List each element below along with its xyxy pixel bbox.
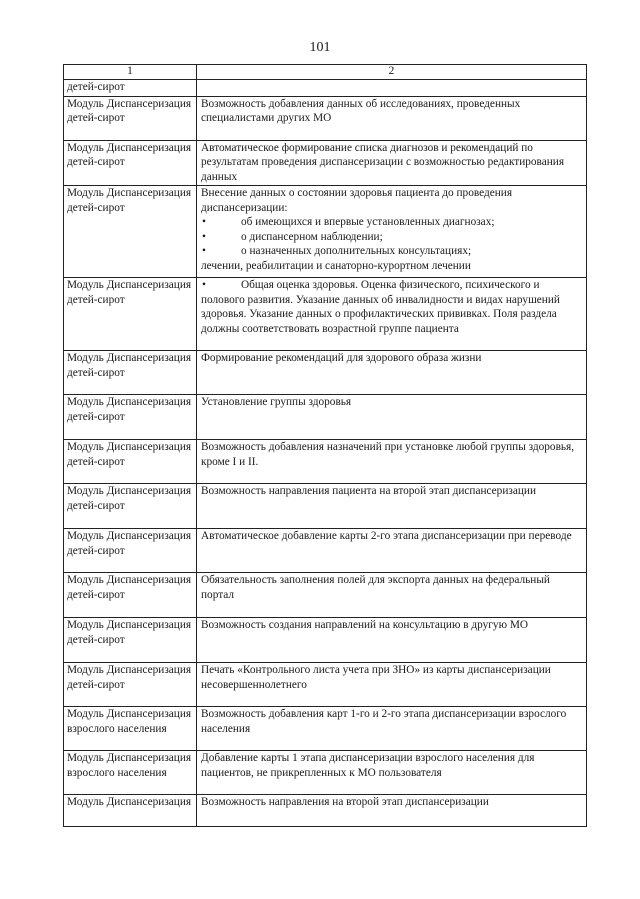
table-row [64,707,587,751]
column-header-1: 1 [64,65,197,80]
feature-cell [197,278,587,351]
bullet-item [201,230,583,245]
bullet-text: о назначенных дополнительных консультациях; [241,245,472,257]
cell-intro-text: Внесение данных о состоянии здоровья пациента до проведения диспансеризации: [201,187,513,214]
feature-cell: Печать «Контрольного листа учета при ЗНО» из карты диспансеризации несовершеннолетнего [197,663,587,707]
module-cell: детей-сирот [64,80,197,97]
bullet-text: о диспансерном наблюдении; [241,230,383,243]
feature-cell: Автоматическое добавление карты 2-го этапа диспансеризации при переводе [197,529,587,573]
module-cell: Модуль Диспансеризация детей-сирот [64,618,197,663]
feature-cell: Возможность направления на второй этап диспансеризации [197,795,587,827]
module-cell: Модуль Диспансеризация взрослого населения [64,707,197,751]
module-cell: Модуль Диспансеризация детей-сирот [64,440,197,484]
table-row [64,186,587,278]
column-header-2: 2 [197,65,587,80]
module-cell: Модуль Диспансеризация детей-сирот [64,395,197,440]
feature-cell: Возможность добавления назначений при установке любой группы здоровья, кроме I и II. [197,440,587,484]
feature-cell: Возможность направления пациента на второй этап диспансеризации [197,484,587,529]
module-cell: Модуль Диспансеризация детей-сирот [64,529,197,573]
feature-cell: Возможность создания направлений на консультацию в другую МО [197,618,587,663]
bullet-paragraph [201,278,583,336]
table-row [64,795,587,827]
table-row [64,351,587,395]
requirements-table [63,64,587,827]
module-cell: Модуль Диспансеризация детей-сирот [64,351,197,395]
bullet-item [201,215,583,230]
bullet-icon: • [202,245,206,257]
table-row [64,96,587,140]
table-row [64,529,587,573]
table-row [64,484,587,529]
feature-cell [197,80,587,97]
bullet-icon: • [202,216,206,228]
table-row [64,80,587,97]
module-cell: Модуль Диспансеризация детей-сирот [64,186,197,278]
bullet-text: об имеющихся и впервые установленных диагнозах; [241,216,495,228]
table-row [64,663,587,707]
module-cell: Модуль Диспансеризация детей-сирот [64,484,197,529]
feature-cell: Возможность добавления данных об исследованиях, проведенных специалистами других МО [197,96,587,140]
feature-cell: Автоматическое формирование списка диагнозов и рекомендаций по результатам проведения диспансеризации с возможностью редактирования данных [197,140,587,186]
table-row [64,440,587,484]
table-row [64,278,587,351]
table-row [64,395,587,440]
module-cell: Модуль Диспансеризация детей-сирот [64,96,197,140]
module-cell: Модуль Диспансеризация детей-сирот [64,278,197,351]
module-cell: Модуль Диспансеризация взрослого населения [64,751,197,795]
feature-cell [197,186,587,278]
module-cell: Модуль Диспансеризация [64,795,197,827]
table-row [64,751,587,795]
page-number: 101 [309,40,331,55]
bullet-paragraph-text: Общая оценка здоровья. Оценка физического, психического и полового развития. Указание данных об инвалидности и видах нарушений здоровья. Указание данных о профилактических прививках. Поля раздела должны соответствовать возрастной группе пациента [201,279,560,335]
feature-cell: Формирование рекомендаций для здорового образа жизни [197,351,587,395]
table-header-row [64,65,587,80]
feature-cell: Возможность добавления карт 1-го и 2-го этапа диспансеризации взрослого населения [197,707,587,751]
bullet-icon: • [202,279,206,291]
bullet-item [201,244,583,259]
feature-cell: Обязательность заполнения полей для экспорта данных на федеральный портал [197,573,587,618]
module-cell: Модуль Диспансеризация детей-сирот [64,140,197,186]
table-row [64,618,587,663]
module-cell: Модуль Диспансеризация детей-сирот [64,573,197,618]
bullet-icon: • [202,230,206,243]
module-cell: Модуль Диспансеризация детей-сирот [64,663,197,707]
feature-cell: Добавление карты 1 этапа диспансеризации взрослого населения для пациентов, не прикрепленных к МО пользователя [197,751,587,795]
cell-tail-text: лечении, реабилитации и санаторно-курортном лечении [201,259,471,272]
feature-cell: Установление группы здоровья [197,395,587,440]
table-row [64,140,587,186]
table-row [64,573,587,618]
